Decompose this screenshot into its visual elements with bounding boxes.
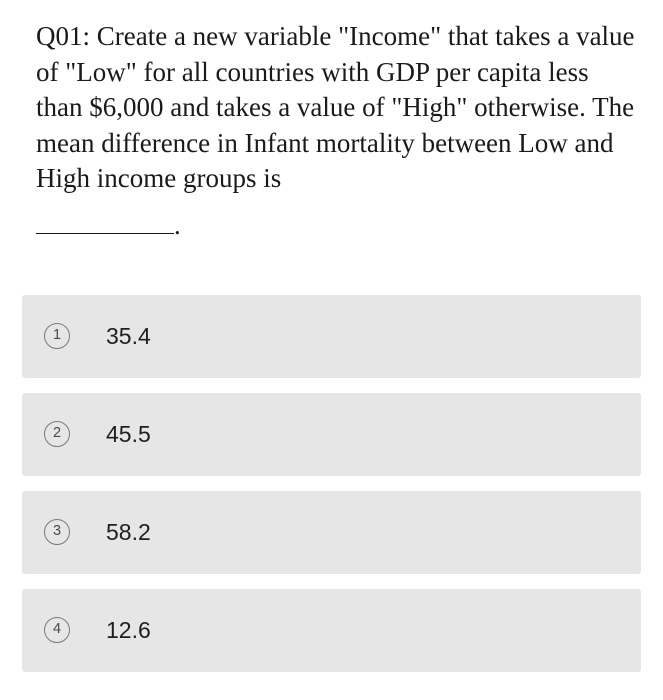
answer-option-3[interactable] (22, 491, 641, 574)
blank-underline (36, 211, 174, 234)
option-label: 35.4 (106, 323, 151, 349)
answer-blank (36, 208, 181, 243)
option-number-badge: 2 (44, 421, 70, 447)
answer-option-2[interactable] (22, 393, 641, 476)
option-label: 58.2 (106, 519, 151, 545)
option-label: 12.6 (106, 617, 151, 643)
question-text: Q01: Create a new variable "Income" that takes a value of "Low" for all countries with GDP per capita less than $6,000 and takes a value of "High" otherwise. The mean difference in Infant mortality between Low and High income groups is (36, 21, 635, 193)
answer-option-1[interactable] (22, 295, 641, 378)
answer-option-4[interactable] (22, 589, 641, 672)
blank-suffix: . (174, 210, 181, 240)
option-label: 45.5 (106, 421, 151, 447)
option-number-badge: 3 (44, 519, 70, 545)
option-number-badge: 4 (44, 617, 70, 643)
option-number-badge: 1 (44, 323, 70, 349)
